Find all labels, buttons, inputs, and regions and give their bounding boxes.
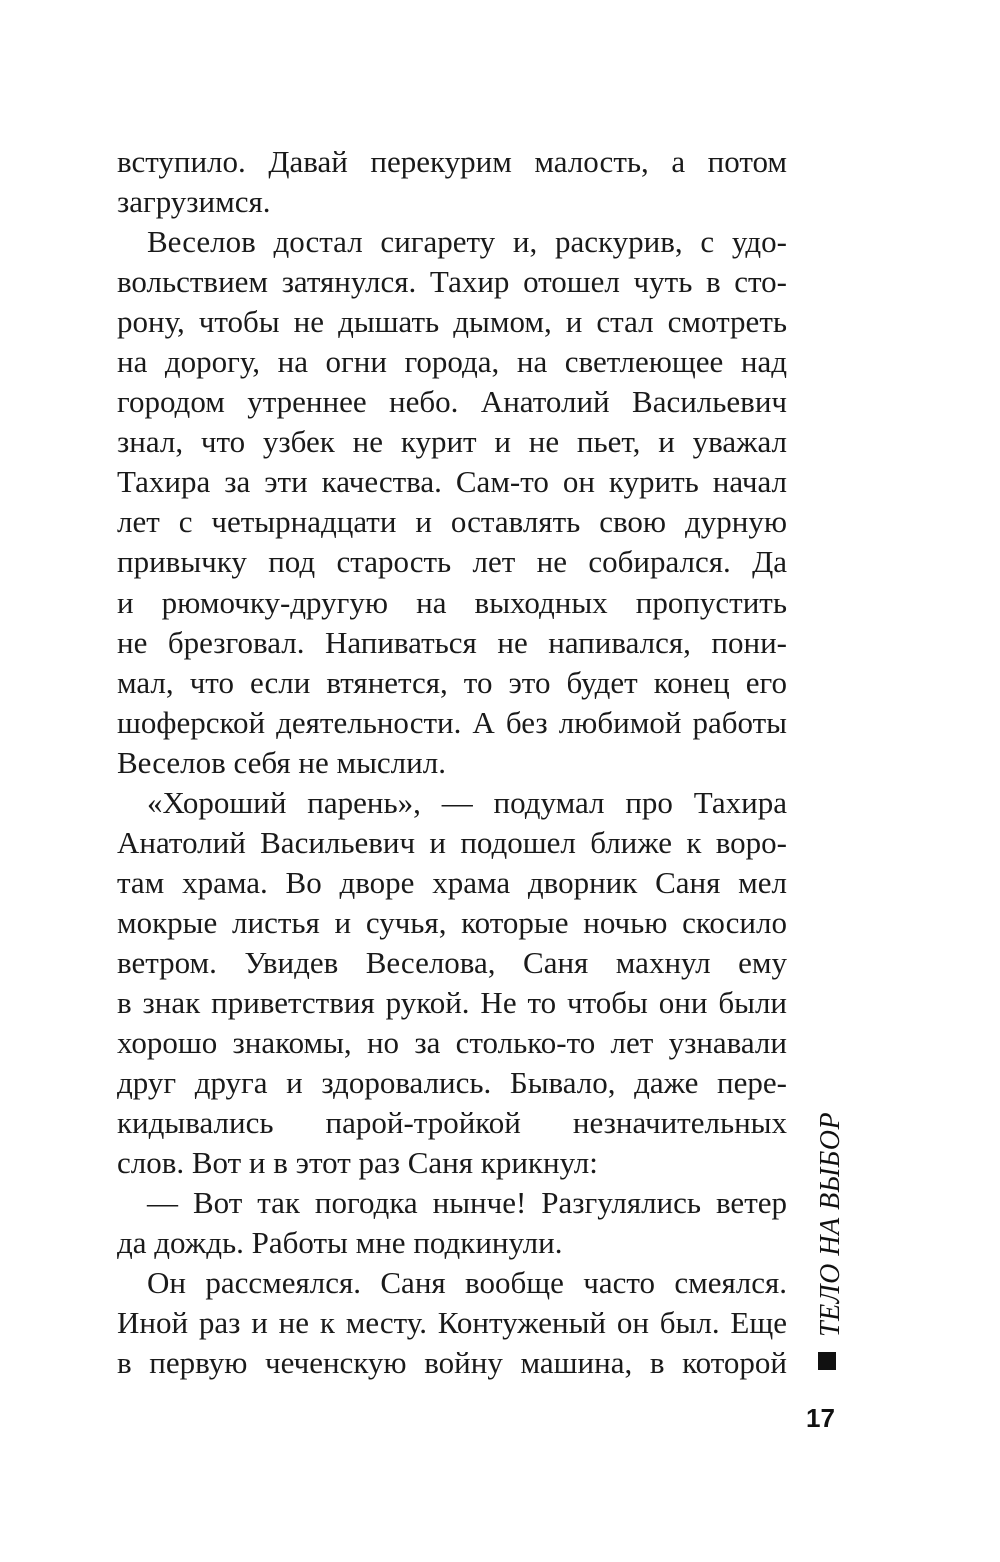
text-line: мал, что если втянется, то это будет конец его xyxy=(117,664,787,700)
text-line: вольствием затянулся. Тахир отошел чуть в сто- xyxy=(117,264,787,300)
text-line: городом утреннее небо. Анатолий Васильевич xyxy=(117,384,787,420)
text-line: лет с четырнадцати и оставлять свою дурную xyxy=(117,504,787,540)
text-line: друг друга и здоровались. Бывало, даже пере- xyxy=(117,1065,787,1101)
text-line: и рюмочку-другую на выходных пропустить xyxy=(117,584,787,620)
text-line: «Хороший парень», — подумал про Тахира xyxy=(147,784,787,820)
text-line: Веселов достал сигарету и, раскурив, с удо- xyxy=(147,224,787,260)
running-head-title: ТЕЛО НА ВЫБОР xyxy=(815,1111,846,1337)
text-line: в первую чеченскую войну машина, в которой xyxy=(117,1345,787,1381)
text-line: Веселов себя не мыслил. xyxy=(117,744,446,780)
text-line: мокрые листья и сучья, которые ночью скосило xyxy=(117,904,787,940)
text-line: не брезговал. Напиваться не напивался, пони- xyxy=(117,624,787,660)
text-line: Он рассмеялся. Саня вообще часто смеялся. xyxy=(147,1265,787,1301)
text-line: на дорогу, на огни города, на светлеющее над xyxy=(117,344,787,380)
text-line: кидывались парой-тройкой незначительных xyxy=(117,1105,787,1141)
text-line: там храма. Во дворе храма дворник Саня мел xyxy=(117,864,787,900)
text-line: хорошо знакомы, но за столько-то лет узнавали xyxy=(117,1025,787,1061)
text-line: ветром. Увидев Веселова, Саня махнул ему xyxy=(117,944,787,980)
text-line: привычку под старость лет не собирался. Да xyxy=(117,544,787,580)
text-line: Иной раз и не к месту. Контуженый он был. Еще xyxy=(117,1305,787,1341)
black-square-icon xyxy=(818,1352,836,1370)
text-line: Анатолий Васильевич и подошел ближе к воро- xyxy=(117,824,787,860)
text-line: — Вот так погодка нынче! Разгулялись ветер xyxy=(147,1185,787,1221)
text-line: вступило. Давай перекурим малость, а потом xyxy=(117,144,787,179)
text-line: Тахира за эти качества. Сам-то он курить начал xyxy=(117,464,787,500)
text-line: загрузимся. xyxy=(117,184,271,220)
text-line: слов. Вот и в этот раз Саня крикнул: xyxy=(117,1145,598,1181)
body-text xyxy=(117,142,787,1383)
page-number: 17 xyxy=(806,1403,835,1433)
running-head xyxy=(808,1111,848,1375)
text-line: в знак приветствия рукой. Не то чтобы они были xyxy=(117,984,787,1020)
text-line: да дождь. Работы мне подкинули. xyxy=(117,1225,563,1261)
text-line: шоферской деятельности. А без любимой работы xyxy=(117,704,787,740)
text-line: знал, что узбек не курит и не пьет, и уважал xyxy=(117,424,787,460)
text-line: рону, чтобы не дышать дымом, и стал смотреть xyxy=(117,304,787,340)
